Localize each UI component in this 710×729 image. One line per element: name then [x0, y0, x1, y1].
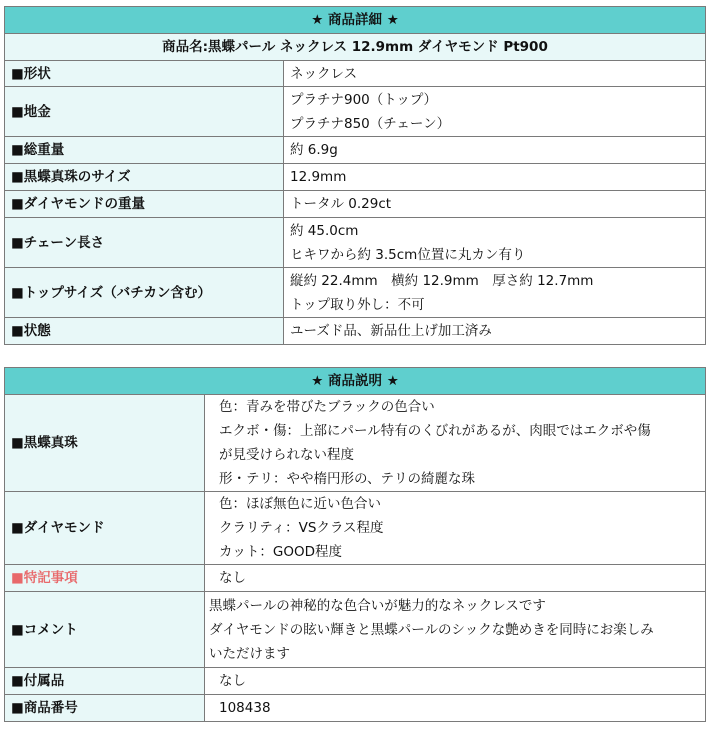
row-label-condition: ■状態	[5, 318, 284, 345]
row-label-product-number: ■商品番号	[5, 695, 205, 722]
row-value-diamond: 色：ほぼ無色に近い色合い クラリティ：VSクラス程度 カット：GOOD程度	[205, 492, 706, 565]
row-label-comment: ■コメント	[5, 592, 205, 668]
row-label-black-pearl: ■黒蝶真珠	[5, 395, 205, 492]
row-label-diamond: ■ダイヤモンド	[5, 492, 205, 565]
row-value-pearl-size: 12.9mm	[284, 164, 706, 191]
row-value-product-number: 108438	[205, 695, 706, 722]
row-value-accessories: なし	[205, 668, 706, 695]
row-value-comment: 黒蝶パールの神秘的な色合いが魅力的なネックレスです ダイヤモンドの眩い輝きと黒蝶パールのシックな艶めきを同時にお楽しみ いただけます	[205, 592, 706, 668]
row-value-top-size: 縦約 22.4mm 横約 12.9mm 厚さ約 12.7mm トップ取り外し：不可	[284, 268, 706, 318]
row-label-chain-length: ■チェーン長さ	[5, 218, 284, 268]
row-value-shape: ネックレス	[284, 61, 706, 87]
row-label-top-size: ■トップサイズ（バチカン含む）	[5, 268, 284, 318]
row-label-special-notes: ■特記事項	[5, 565, 205, 592]
row-value-chain-length: 約 45.0cm ヒキワから約 3.5cm位置に丸カン有り	[284, 218, 706, 268]
details-header: ★ 商品詳細 ★	[5, 7, 706, 34]
row-value-diamond-weight: トータル 0.29ct	[284, 191, 706, 218]
row-value-condition: ユーズド品、新品仕上げ加工済み	[284, 318, 706, 345]
row-label-shape: ■形状	[5, 61, 284, 87]
product-description-table	[4, 367, 706, 722]
row-label-pearl-size: ■黒蝶真珠のサイズ	[5, 164, 284, 191]
row-value-metal: プラチナ900（トップ） プラチナ850（チェーン）	[284, 87, 706, 137]
row-label-diamond-weight: ■ダイヤモンドの重量	[5, 191, 284, 218]
row-value-special-notes: なし	[205, 565, 706, 592]
row-label-metal: ■地金	[5, 87, 284, 137]
row-label-accessories: ■付属品	[5, 668, 205, 695]
product-details-table	[4, 6, 706, 345]
description-header: ★ 商品説明 ★	[5, 368, 706, 395]
row-value-total-weight: 約 6.9g	[284, 137, 706, 164]
row-label-total-weight: ■総重量	[5, 137, 284, 164]
product-name: 商品名:黒蝶パール ネックレス 12.9mm ダイヤモンド Pt900	[5, 34, 706, 61]
row-value-black-pearl: 色：青みを帯びたブラックの色合い エクボ・傷：上部にパール特有のくびれがあるが、肉眼ではエクボや傷 が見受けられない程度 形・テリ：やや楕円形の、テリの綺麗な珠	[205, 395, 706, 492]
